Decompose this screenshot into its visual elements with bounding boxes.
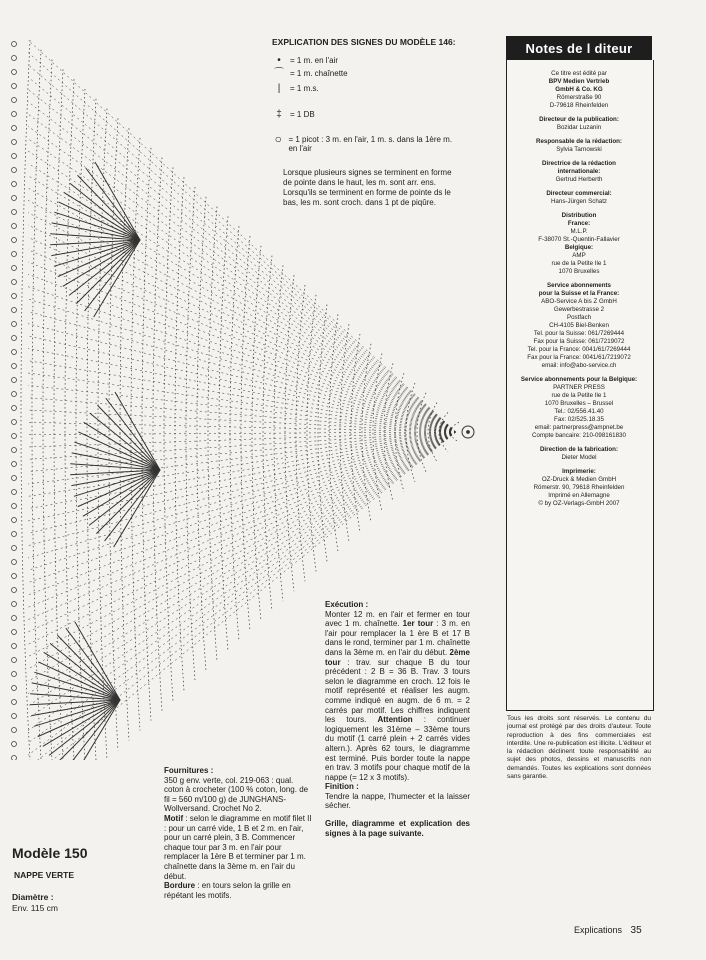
double-crochet-icon: ‡: [276, 109, 282, 120]
border-text: : en tours selon la grille en répétant les motifs.: [164, 881, 291, 900]
editor-line: email: info@abo-service.ch: [541, 362, 617, 369]
motif-text: : selon le diagramme en motif filet II : pour un carré vide, 1 B et 2 m. en l'air, pour un carré plein, 3 B. Commencer chaque tour par 3 m. en l'air pour remplacer la 1ère B et terminer par 1 m. chaînette dans la 3ème m. en l'air du début.: [164, 813, 312, 881]
editor-line: D-79618 Rheinfelden: [549, 102, 609, 109]
editor-line: Service abonnements pour la Belgique:: [520, 376, 638, 383]
editor-line: Fax: 02/525.18.35: [554, 416, 604, 423]
model-title: Modèle 150: [12, 845, 88, 861]
legend-text: = 1 m.s.: [290, 84, 319, 93]
page-footer: [574, 925, 642, 936]
editor-line: ABO-Service A bis Z GmbH: [541, 298, 617, 305]
editor-line: Ce titre est édité par: [551, 70, 607, 77]
editor-line: rue de la Petite Ile 1: [551, 392, 607, 399]
execution-intro: Monter 12 m. en l'air et fermer en tour avec 1 m. chaînette.: [325, 609, 470, 629]
editor-line: AMP: [572, 252, 586, 259]
editor-line: 1070 Bruxelles – Brussel: [544, 400, 614, 407]
picot-icon: ○: [274, 132, 282, 146]
editor-line: pour la Suisse et la France:: [538, 290, 620, 297]
rights-notice: Tous les droits sont réservés. Le contenu du journal est protégé par des droits d'auteur. Toute reproduction à des fins commerciales est interdite. Une re-publication est illicite. L'éditeur et la rédaction déclinent toute responsabilité au sujet des photos, dessins et manuscrits non demandés. Toutes les explications sont données sans garantie.: [507, 715, 651, 781]
editor-line: Directeur de la publication:: [539, 116, 619, 123]
editor-line: © by OZ-Verlags-GmbH 2007: [538, 500, 620, 507]
supplies-body: 350 g env. verte, col. 219-063 : qual. coton à crocheter (100 % coton, long. de fil = 560 m/100 g) de JUNGHANS-Wollversand. Crochet No 2.: [164, 775, 309, 814]
editor-line: Sylvia Tarnowski: [556, 146, 602, 153]
editor-line: Fax pour la Suisse: 061/7219072: [533, 338, 625, 345]
attention-label: Attention: [377, 715, 413, 725]
legend-item: [272, 132, 457, 153]
editor-line: Imprimerie:: [562, 468, 596, 475]
diameter-value: Env. 115 cm: [12, 903, 58, 913]
round1-label: 1er tour: [402, 619, 434, 629]
border-label: Bordure: [164, 881, 196, 891]
legend-item: [272, 69, 348, 78]
execution-text: [325, 600, 470, 838]
supplies-text: [164, 766, 314, 900]
finition-text: Tendre la nappe, l'humecter et la laisser sécher.: [325, 791, 470, 811]
editor-line: F-38070 St.-Quentin-Fallavier: [538, 236, 620, 243]
editor-line: Postfach: [566, 314, 592, 321]
editor-line: Tel. pour la Suisse: 061/7269444: [533, 330, 625, 337]
editor-line: Compte bancaire: 210-098161830: [532, 432, 626, 439]
legend-text: = 1 m. en l'air: [290, 56, 338, 65]
editor-line: rue de la Petite Ile 1: [551, 260, 607, 267]
editor-line: OZ-Druck & Medien GmbH: [541, 476, 617, 483]
round2-text: : trav. sur chaque B du tour précédent : 2 B = 36 B. Trav. 3 tours selon le diagramme en croch. 12 fois le motif représenté et réaliser les augm. comme indiqué en augm. de 6 m. = 2 carrés par motif. Les chiffres indiquent les tours.: [325, 657, 470, 725]
editor-line: Römerstraße 90: [556, 94, 602, 101]
legend-item: [272, 84, 319, 93]
editor-line: Belgique:: [564, 244, 594, 251]
footer-section: Explications: [574, 925, 623, 935]
editor-line: Fax pour la France: 0041/61/7219072: [527, 354, 631, 361]
legend-item: [272, 110, 315, 119]
editor-line: internationale:: [557, 168, 601, 175]
editor-line: Bozidar Luzanin: [556, 124, 602, 131]
editor-line: Dieter Model: [561, 454, 597, 461]
editor-line: Direction de la fabrication:: [539, 446, 619, 453]
editor-line: BPV Medien Vertrieb: [548, 78, 610, 85]
round2-label: 2ème tour: [325, 647, 470, 667]
slip-stitch-icon: ⌒: [274, 68, 284, 79]
grille-note: Grille, diagramme et explication des signes à la page suivante.: [325, 819, 470, 838]
editor-line: Directeur commercial:: [546, 190, 612, 197]
legend-text: = 1 m. chaînette: [290, 69, 348, 78]
legend-item: [272, 56, 338, 65]
editor-line: Imprimé en Allemagne: [548, 492, 610, 499]
editor-notes-heading: Notes de l diteur: [506, 36, 652, 60]
chain-stitch-icon: •: [277, 55, 281, 66]
legend-note: Lorsque plusieurs signes se terminent en forme de pointe dans le haut, les m. sont arr. ens. Lorsqu'ils se terminent en forme de pointe ds le bas, les m. sont croch. dans 1 pt de piqûre.: [283, 168, 452, 207]
editor-line: Directrice de la rédaction: [542, 160, 616, 167]
editor-line: Distribution: [561, 212, 597, 219]
legend-title: EXPLICATION DES SIGNES DU MODÈLE 146:: [272, 37, 456, 47]
page-number: 35: [630, 925, 642, 936]
editor-line: Gewerbestrasse 2: [553, 306, 605, 313]
finition-label: Finition :: [325, 782, 359, 792]
diameter-label: Diamètre :: [12, 892, 54, 902]
attention-text: : continuer logiquement les 31ème – 33ème tours du motif (1 carré plein + 2 carrés vides altern.). Après 62 tours, le diagramme est terminé. Puis border toute la nappe en trav. 3 motifs pour chaque motif de la nappe (= 12 x 3 motifs).: [325, 715, 470, 782]
legend-text: = 1 DB: [290, 110, 315, 119]
editor-line: email: partnerpress@ampnet.be: [534, 424, 624, 431]
motif-label: Motif: [164, 813, 184, 823]
editor-line: Responsable de la rédaction:: [536, 138, 622, 145]
editor-line: France:: [567, 220, 591, 227]
editor-line: Tel. pour la France: 0041/61/7269444: [527, 346, 631, 353]
editor-line: GmbH & Co. KG: [555, 86, 603, 93]
legend-text: = 1 picot : 3 m. en l'air, 1 m. s. dans la 1ère m. en l'air: [288, 135, 453, 153]
editor-line: CH-4105 Biel-Benken: [549, 322, 609, 329]
single-crochet-icon: |: [277, 83, 281, 94]
model-subtitle: NAPPE VERTE: [14, 870, 74, 880]
execution-label: Exécution :: [325, 600, 369, 609]
supplies-label: Fournitures :: [164, 766, 214, 775]
editor-line: Römerstr. 90, 79618 Rheinfelden: [533, 484, 625, 491]
editor-line: Gertrud Herberth: [555, 176, 603, 183]
editor-line: M.L.P.: [570, 228, 588, 235]
editor-line: PARTNER PRESS: [553, 384, 605, 391]
editor-notes-list: [507, 70, 651, 508]
round1-text: : 3 m. en l'air pour remplacer la 1 ère B et 17 B dans le rond, terminer par 1 m. chaînette dans la 3ème m. en l'air du début.: [325, 619, 471, 657]
editor-line: 1070 Bruxelles: [558, 268, 600, 275]
editor-line: Service abonnements: [547, 282, 611, 289]
editor-line: Tel.: 02/556.41.40: [554, 408, 604, 415]
editor-line: Hans-Jürgen Schatz: [550, 198, 608, 205]
